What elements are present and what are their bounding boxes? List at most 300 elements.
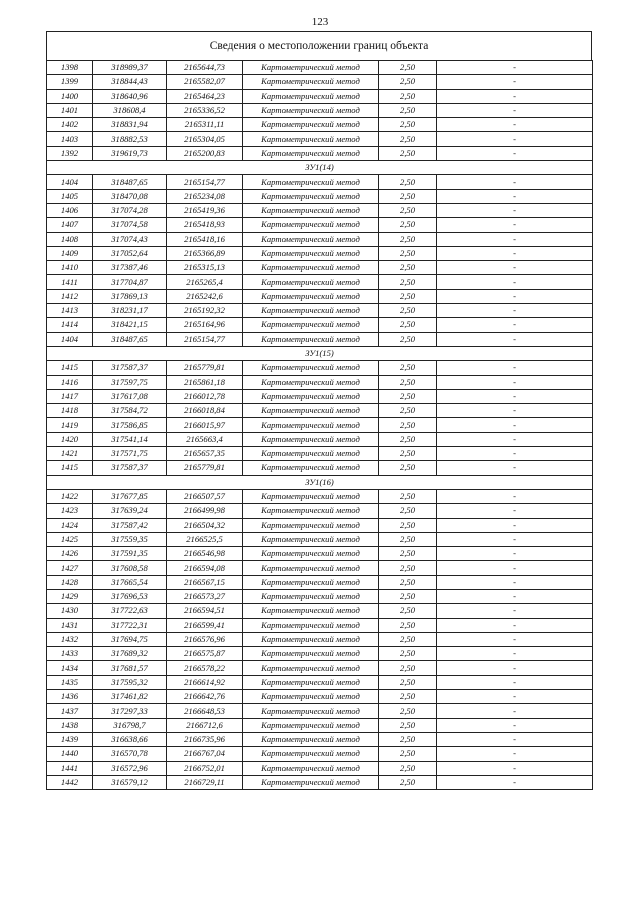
- accuracy-cell: 2,50: [379, 518, 437, 532]
- table-row: [47, 289, 593, 303]
- table-row: [47, 761, 593, 775]
- boundary-coordinates-table: [46, 60, 593, 790]
- accuracy-cell: 2,50: [379, 132, 437, 146]
- y-coordinate-cell: 2166015,97: [167, 418, 243, 432]
- accuracy-cell: 2,50: [379, 704, 437, 718]
- description-cell: -: [437, 246, 593, 260]
- x-coordinate-cell: 317595,32: [93, 675, 167, 689]
- table-row: [47, 604, 593, 618]
- table-row: [47, 432, 593, 446]
- point-number-cell: 1438: [47, 718, 93, 732]
- x-coordinate-cell: 318989,37: [93, 61, 167, 75]
- point-number-cell: 1423: [47, 504, 93, 518]
- point-number-cell: 1415: [47, 461, 93, 475]
- accuracy-cell: 2,50: [379, 189, 437, 203]
- accuracy-cell: 2,50: [379, 504, 437, 518]
- x-coordinate-cell: 316798,7: [93, 718, 167, 732]
- y-coordinate-cell: 2166012,78: [167, 389, 243, 403]
- x-coordinate-cell: 317681,57: [93, 661, 167, 675]
- point-number-cell: 1425: [47, 532, 93, 546]
- accuracy-cell: 2,50: [379, 203, 437, 217]
- x-coordinate-cell: 317722,63: [93, 604, 167, 618]
- accuracy-cell: 2,50: [379, 61, 437, 75]
- point-number-cell: 1418: [47, 404, 93, 418]
- table-row: [47, 175, 593, 189]
- accuracy-cell: 2,50: [379, 118, 437, 132]
- table-row: [47, 675, 593, 689]
- point-number-cell: 1417: [47, 389, 93, 403]
- x-coordinate-cell: 317591,35: [93, 547, 167, 561]
- description-cell: -: [437, 89, 593, 103]
- table-row: [47, 447, 593, 461]
- point-number-cell: 1430: [47, 604, 93, 618]
- table-row: [47, 704, 593, 718]
- table-row: [47, 561, 593, 575]
- description-cell: -: [437, 418, 593, 432]
- method-cell: Картометрический метод: [243, 218, 379, 232]
- point-number-cell: 1424: [47, 518, 93, 532]
- point-number-cell: 1404: [47, 332, 93, 346]
- method-cell: Картометрический метод: [243, 246, 379, 260]
- y-coordinate-cell: 2166525,5: [167, 532, 243, 546]
- y-coordinate-cell: 2166567,15: [167, 575, 243, 589]
- description-cell: -: [437, 632, 593, 646]
- x-coordinate-cell: 316570,78: [93, 747, 167, 761]
- description-cell: -: [437, 189, 593, 203]
- description-cell: -: [437, 375, 593, 389]
- y-coordinate-cell: 2166573,27: [167, 589, 243, 603]
- accuracy-cell: 2,50: [379, 775, 437, 789]
- table-row: [47, 103, 593, 117]
- table-row: [47, 575, 593, 589]
- description-cell: -: [437, 432, 593, 446]
- y-coordinate-cell: 2165242,6: [167, 289, 243, 303]
- point-number-cell: 1404: [47, 175, 93, 189]
- description-cell: -: [437, 732, 593, 746]
- x-coordinate-cell: 317074,28: [93, 203, 167, 217]
- description-cell: -: [437, 404, 593, 418]
- accuracy-cell: 2,50: [379, 389, 437, 403]
- method-cell: Картометрический метод: [243, 261, 379, 275]
- x-coordinate-cell: 318421,15: [93, 318, 167, 332]
- table-row: [47, 632, 593, 646]
- method-cell: Картометрический метод: [243, 518, 379, 532]
- method-cell: Картометрический метод: [243, 118, 379, 132]
- x-coordinate-cell: 317689,32: [93, 647, 167, 661]
- y-coordinate-cell: 2166575,87: [167, 647, 243, 661]
- x-coordinate-cell: 317387,46: [93, 261, 167, 275]
- point-number-cell: 1409: [47, 246, 93, 260]
- method-cell: Картометрический метод: [243, 375, 379, 389]
- description-cell: -: [437, 132, 593, 146]
- description-cell: -: [437, 675, 593, 689]
- method-cell: Картометрический метод: [243, 690, 379, 704]
- point-number-cell: 1437: [47, 704, 93, 718]
- y-coordinate-cell: 2166594,51: [167, 604, 243, 618]
- table-row: [47, 404, 593, 418]
- x-coordinate-cell: 317587,37: [93, 361, 167, 375]
- x-coordinate-cell: 319619,73: [93, 146, 167, 160]
- point-number-cell: 1405: [47, 189, 93, 203]
- description-cell: -: [437, 575, 593, 589]
- point-number-cell: 1410: [47, 261, 93, 275]
- accuracy-cell: 2,50: [379, 561, 437, 575]
- table-row: [47, 318, 593, 332]
- method-cell: Картометрический метод: [243, 504, 379, 518]
- accuracy-cell: 2,50: [379, 103, 437, 117]
- method-cell: Картометрический метод: [243, 304, 379, 318]
- method-cell: Картометрический метод: [243, 675, 379, 689]
- description-cell: -: [437, 218, 593, 232]
- point-number-cell: 1422: [47, 489, 93, 503]
- table-row: [47, 361, 593, 375]
- y-coordinate-cell: 2165154,77: [167, 332, 243, 346]
- accuracy-cell: 2,50: [379, 718, 437, 732]
- boundary-table-container: [46, 31, 592, 790]
- point-number-cell: 1398: [47, 61, 93, 75]
- accuracy-cell: 2,50: [379, 661, 437, 675]
- table-row: [47, 375, 593, 389]
- description-cell: -: [437, 361, 593, 375]
- method-cell: Картометрический метод: [243, 647, 379, 661]
- page-number: 123: [311, 16, 329, 28]
- method-cell: Картометрический метод: [243, 146, 379, 160]
- x-coordinate-cell: 317297,33: [93, 704, 167, 718]
- accuracy-cell: 2,50: [379, 647, 437, 661]
- point-number-cell: 1392: [47, 146, 93, 160]
- table-row: [47, 275, 593, 289]
- table-row: [47, 661, 593, 675]
- accuracy-cell: 2,50: [379, 732, 437, 746]
- point-number-cell: 1420: [47, 432, 93, 446]
- table-row: [47, 690, 593, 704]
- y-coordinate-cell: 2166599,41: [167, 618, 243, 632]
- x-coordinate-cell: 318470,08: [93, 189, 167, 203]
- point-number-cell: 1428: [47, 575, 93, 589]
- y-coordinate-cell: 2166712,6: [167, 718, 243, 732]
- accuracy-cell: 2,50: [379, 89, 437, 103]
- description-cell: -: [437, 447, 593, 461]
- description-cell: -: [437, 261, 593, 275]
- method-cell: Картометрический метод: [243, 432, 379, 446]
- description-cell: -: [437, 504, 593, 518]
- point-number-cell: 1416: [47, 375, 93, 389]
- description-cell: -: [437, 232, 593, 246]
- accuracy-cell: 2,50: [379, 375, 437, 389]
- y-coordinate-cell: 2165419,36: [167, 203, 243, 217]
- x-coordinate-cell: 317617,08: [93, 389, 167, 403]
- method-cell: Картометрический метод: [243, 103, 379, 117]
- x-coordinate-cell: 317597,75: [93, 375, 167, 389]
- point-number-cell: 1419: [47, 418, 93, 432]
- table-row: [47, 618, 593, 632]
- accuracy-cell: 2,50: [379, 175, 437, 189]
- method-cell: Картометрический метод: [243, 632, 379, 646]
- method-cell: Картометрический метод: [243, 618, 379, 632]
- x-coordinate-cell: 317694,75: [93, 632, 167, 646]
- point-number-cell: 1441: [47, 761, 93, 775]
- description-cell: -: [437, 618, 593, 632]
- y-coordinate-cell: 2166642,76: [167, 690, 243, 704]
- x-coordinate-cell: 317074,58: [93, 218, 167, 232]
- accuracy-cell: 2,50: [379, 232, 437, 246]
- point-number-cell: 1411: [47, 275, 93, 289]
- point-number-cell: 1408: [47, 232, 93, 246]
- method-cell: Картометрический метод: [243, 203, 379, 217]
- x-coordinate-cell: 317665,54: [93, 575, 167, 589]
- point-number-cell: 1407: [47, 218, 93, 232]
- table-row: [47, 61, 593, 75]
- table-row: [47, 547, 593, 561]
- table-row: [47, 232, 593, 246]
- description-cell: -: [437, 75, 593, 89]
- method-cell: Картометрический метод: [243, 661, 379, 675]
- table-row: [47, 647, 593, 661]
- method-cell: Картометрический метод: [243, 589, 379, 603]
- method-cell: Картометрический метод: [243, 575, 379, 589]
- accuracy-cell: 2,50: [379, 547, 437, 561]
- x-coordinate-cell: 318640,96: [93, 89, 167, 103]
- description-cell: -: [437, 518, 593, 532]
- x-coordinate-cell: 317461,82: [93, 690, 167, 704]
- y-coordinate-cell: 2165644,73: [167, 61, 243, 75]
- accuracy-cell: 2,50: [379, 146, 437, 160]
- table-title: Сведения о местоположении границ объекта: [46, 31, 592, 60]
- accuracy-cell: 2,50: [379, 461, 437, 475]
- description-cell: -: [437, 61, 593, 75]
- table-row: [47, 489, 593, 503]
- table-row: [47, 461, 593, 475]
- y-coordinate-cell: 2165265,4: [167, 275, 243, 289]
- method-cell: Картометрический метод: [243, 489, 379, 503]
- x-coordinate-cell: 317571,75: [93, 447, 167, 461]
- method-cell: Картометрический метод: [243, 732, 379, 746]
- description-cell: -: [437, 532, 593, 546]
- point-number-cell: 1415: [47, 361, 93, 375]
- description-cell: -: [437, 318, 593, 332]
- table-row: [47, 132, 593, 146]
- table-row: [47, 332, 593, 346]
- y-coordinate-cell: 2166729,11: [167, 775, 243, 789]
- y-coordinate-cell: 2165234,08: [167, 189, 243, 203]
- accuracy-cell: 2,50: [379, 532, 437, 546]
- method-cell: Картометрический метод: [243, 461, 379, 475]
- method-cell: Картометрический метод: [243, 747, 379, 761]
- accuracy-cell: 2,50: [379, 489, 437, 503]
- x-coordinate-cell: 316572,96: [93, 761, 167, 775]
- table-row: [47, 218, 593, 232]
- point-number-cell: 1406: [47, 203, 93, 217]
- x-coordinate-cell: 317608,58: [93, 561, 167, 575]
- y-coordinate-cell: 2165861,18: [167, 375, 243, 389]
- x-coordinate-cell: 318882,53: [93, 132, 167, 146]
- y-coordinate-cell: 2165311,11: [167, 118, 243, 132]
- table-row: [47, 718, 593, 732]
- description-cell: -: [437, 561, 593, 575]
- table-row: [47, 389, 593, 403]
- y-coordinate-cell: 2165663,4: [167, 432, 243, 446]
- description-cell: -: [437, 289, 593, 303]
- x-coordinate-cell: 318831,94: [93, 118, 167, 132]
- table-row: [47, 775, 593, 789]
- table-row: [47, 118, 593, 132]
- description-cell: -: [437, 647, 593, 661]
- y-coordinate-cell: 2166767,04: [167, 747, 243, 761]
- x-coordinate-cell: 318487,65: [93, 332, 167, 346]
- accuracy-cell: 2,50: [379, 604, 437, 618]
- table-row: [47, 589, 593, 603]
- y-coordinate-cell: 2166648,53: [167, 704, 243, 718]
- accuracy-cell: 2,50: [379, 618, 437, 632]
- description-cell: -: [437, 275, 593, 289]
- table-row: [47, 146, 593, 160]
- description-cell: -: [437, 589, 593, 603]
- method-cell: Картометрический метод: [243, 275, 379, 289]
- accuracy-cell: 2,50: [379, 747, 437, 761]
- method-cell: Картометрический метод: [243, 704, 379, 718]
- method-cell: Картометрический метод: [243, 332, 379, 346]
- description-cell: -: [437, 118, 593, 132]
- x-coordinate-cell: 317074,43: [93, 232, 167, 246]
- description-cell: -: [437, 203, 593, 217]
- x-coordinate-cell: 317587,42: [93, 518, 167, 532]
- section-header-row: [47, 161, 593, 175]
- y-coordinate-cell: 2166504,32: [167, 518, 243, 532]
- method-cell: Картометрический метод: [243, 132, 379, 146]
- description-cell: -: [437, 747, 593, 761]
- accuracy-cell: 2,50: [379, 589, 437, 603]
- y-coordinate-cell: 2165418,16: [167, 232, 243, 246]
- y-coordinate-cell: 2165582,07: [167, 75, 243, 89]
- y-coordinate-cell: 2166752,01: [167, 761, 243, 775]
- method-cell: Картометрический метод: [243, 318, 379, 332]
- accuracy-cell: 2,50: [379, 261, 437, 275]
- point-number-cell: 1403: [47, 132, 93, 146]
- y-coordinate-cell: 2165779,81: [167, 361, 243, 375]
- section-label: ЗУ1(15): [47, 346, 593, 360]
- accuracy-cell: 2,50: [379, 447, 437, 461]
- x-coordinate-cell: 318487,65: [93, 175, 167, 189]
- point-number-cell: 1401: [47, 103, 93, 117]
- method-cell: Картометрический метод: [243, 289, 379, 303]
- method-cell: Картометрический метод: [243, 532, 379, 546]
- point-number-cell: 1399: [47, 75, 93, 89]
- table-row: [47, 504, 593, 518]
- table-row: [47, 304, 593, 318]
- point-number-cell: 1439: [47, 732, 93, 746]
- point-number-cell: 1431: [47, 618, 93, 632]
- method-cell: Картометрический метод: [243, 418, 379, 432]
- y-coordinate-cell: 2166735,96: [167, 732, 243, 746]
- description-cell: -: [437, 304, 593, 318]
- description-cell: -: [437, 718, 593, 732]
- table-row: [47, 203, 593, 217]
- point-number-cell: 1413: [47, 304, 93, 318]
- point-number-cell: 1421: [47, 447, 93, 461]
- section-header-row: [47, 475, 593, 489]
- point-number-cell: 1402: [47, 118, 93, 132]
- point-number-cell: 1440: [47, 747, 93, 761]
- section-label: ЗУ1(16): [47, 475, 593, 489]
- x-coordinate-cell: 317052,64: [93, 246, 167, 260]
- accuracy-cell: 2,50: [379, 318, 437, 332]
- method-cell: Картометрический метод: [243, 361, 379, 375]
- accuracy-cell: 2,50: [379, 690, 437, 704]
- method-cell: Картометрический метод: [243, 447, 379, 461]
- x-coordinate-cell: 317677,85: [93, 489, 167, 503]
- point-number-cell: 1412: [47, 289, 93, 303]
- point-number-cell: 1427: [47, 561, 93, 575]
- x-coordinate-cell: 317559,35: [93, 532, 167, 546]
- method-cell: Картометрический метод: [243, 232, 379, 246]
- description-cell: -: [437, 461, 593, 475]
- method-cell: Картометрический метод: [243, 189, 379, 203]
- y-coordinate-cell: 2165779,81: [167, 461, 243, 475]
- description-cell: -: [437, 547, 593, 561]
- y-coordinate-cell: 2165192,32: [167, 304, 243, 318]
- method-cell: Картометрический метод: [243, 75, 379, 89]
- description-cell: -: [437, 775, 593, 789]
- description-cell: -: [437, 332, 593, 346]
- table-row: [47, 89, 593, 103]
- method-cell: Картометрический метод: [243, 561, 379, 575]
- x-coordinate-cell: 317869,13: [93, 289, 167, 303]
- y-coordinate-cell: 2166614,92: [167, 675, 243, 689]
- table-row: [47, 261, 593, 275]
- table-row: [47, 418, 593, 432]
- accuracy-cell: 2,50: [379, 675, 437, 689]
- point-number-cell: 1414: [47, 318, 93, 332]
- table-row: [47, 747, 593, 761]
- table-row: [47, 518, 593, 532]
- y-coordinate-cell: 2165657,35: [167, 447, 243, 461]
- x-coordinate-cell: 318608,4: [93, 103, 167, 117]
- method-cell: Картометрический метод: [243, 175, 379, 189]
- x-coordinate-cell: 318844,43: [93, 75, 167, 89]
- accuracy-cell: 2,50: [379, 289, 437, 303]
- x-coordinate-cell: 317722,31: [93, 618, 167, 632]
- y-coordinate-cell: 2165336,52: [167, 103, 243, 117]
- y-coordinate-cell: 2165154,77: [167, 175, 243, 189]
- table-row: [47, 189, 593, 203]
- x-coordinate-cell: 317639,24: [93, 504, 167, 518]
- x-coordinate-cell: 317696,53: [93, 589, 167, 603]
- x-coordinate-cell: 318231,17: [93, 304, 167, 318]
- method-cell: Картометрический метод: [243, 547, 379, 561]
- method-cell: Картометрический метод: [243, 61, 379, 75]
- description-cell: -: [437, 704, 593, 718]
- description-cell: -: [437, 389, 593, 403]
- method-cell: Картометрический метод: [243, 604, 379, 618]
- y-coordinate-cell: 2165366,89: [167, 246, 243, 260]
- x-coordinate-cell: 316579,12: [93, 775, 167, 789]
- accuracy-cell: 2,50: [379, 304, 437, 318]
- x-coordinate-cell: 317586,85: [93, 418, 167, 432]
- table-row: [47, 75, 593, 89]
- y-coordinate-cell: 2166499,98: [167, 504, 243, 518]
- y-coordinate-cell: 2165315,13: [167, 261, 243, 275]
- point-number-cell: 1433: [47, 647, 93, 661]
- table-row: [47, 732, 593, 746]
- accuracy-cell: 2,50: [379, 632, 437, 646]
- accuracy-cell: 2,50: [379, 575, 437, 589]
- table-row: [47, 532, 593, 546]
- point-number-cell: 1400: [47, 89, 93, 103]
- x-coordinate-cell: 317584,72: [93, 404, 167, 418]
- x-coordinate-cell: 317704,87: [93, 275, 167, 289]
- accuracy-cell: 2,50: [379, 332, 437, 346]
- section-label: ЗУ1(14): [47, 161, 593, 175]
